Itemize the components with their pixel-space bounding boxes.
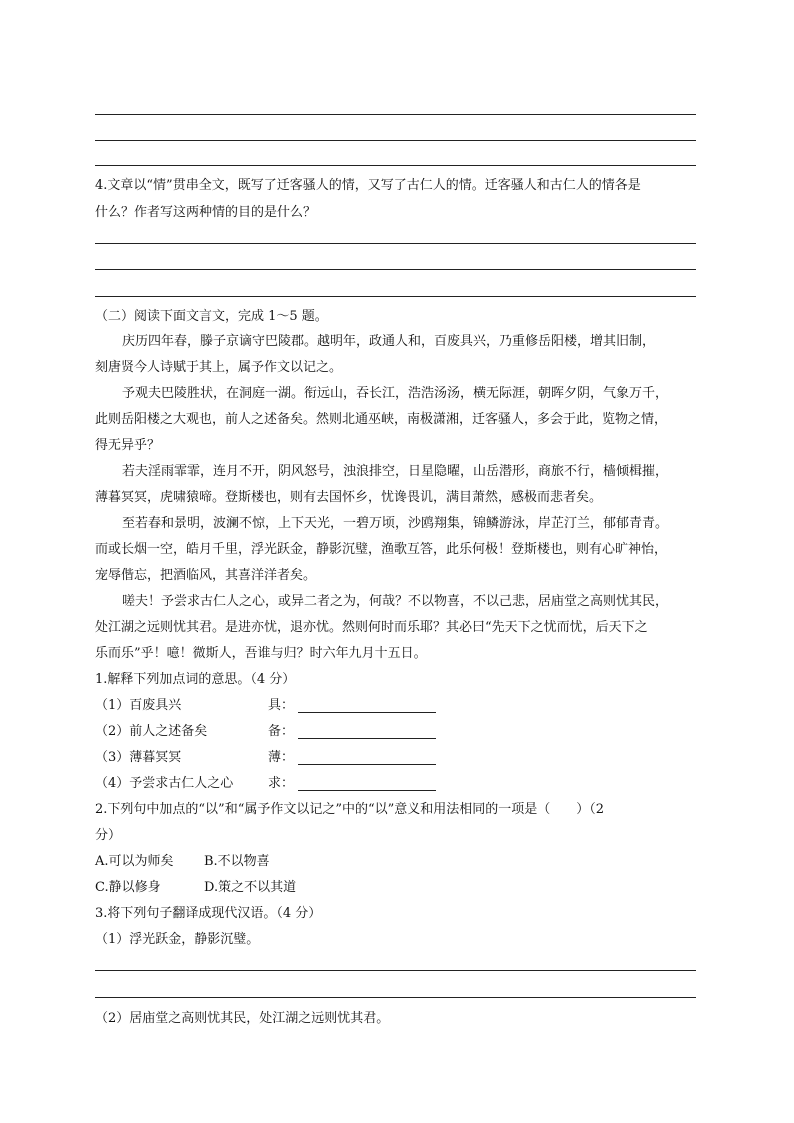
passage-line: 处江湖之远则忧其君。是进亦忧，退亦忧。然则何时而乐耶？其必曰“先天下之忧而忧，后天下之 <box>95 620 648 635</box>
q2-option-a: A.可以为师矣 <box>95 854 174 869</box>
passage-line: 至若春和景明，波澜不惊，上下天光，一碧万顷，沙鸥翔集，锦鳞游泳，岸芷汀兰，郁郁青青。 <box>122 516 669 531</box>
answer-line <box>95 140 696 141</box>
q1-title: 1.解释下列加点词的意思。（4 分） <box>95 672 296 687</box>
passage-line: 嗟夫！予尝求古仁人之心，或异二者之为，何哉？不以物喜，不以己悲，居庙堂之高则忧其民， <box>122 594 669 609</box>
q3-sentence-1: （1）浮光跃金，静影沉璧。 <box>95 932 260 947</box>
q1-item-word: 具： <box>268 698 295 713</box>
q2-option-c: C.静以修身 <box>95 880 161 895</box>
q2-line2: 分） <box>95 828 122 843</box>
passage-line: 乐而乐”乎！噫！微斯人，吾谁与归？时六年九月十五日。 <box>95 646 427 661</box>
answer-line <box>95 970 696 971</box>
passage-line: 薄暮冥冥，虎啸猿啼。登斯楼也，则有去国怀乡，忧谗畏讥，满目萧然，感极而悲者矣。 <box>95 490 603 505</box>
passage-line: 予观夫巴陵胜状，在洞庭一湖。衔远山，吞长江，浩浩汤汤，横无际涯，朝晖夕阴，气象万千， <box>122 386 669 401</box>
q3-title: 3.将下列句子翻译成现代汉语。（4 分） <box>95 906 322 921</box>
passage-line: 得无异乎？ <box>95 438 161 453</box>
q2-line1: 2.下列句中加点的“以”和“属予作文以记之”中的“以”意义和用法相同的一项是（ ）（2 <box>95 802 605 817</box>
q1-item-word: 求： <box>268 776 295 791</box>
q2-option-b: B.不以物喜 <box>204 854 270 869</box>
q3-sentence-2: （2）居庙堂之高则忧其民，处江湖之远则忧其君。 <box>95 1011 390 1026</box>
q1-item-word: 薄： <box>268 750 295 765</box>
q1-item-phrase: （4）予尝求古仁人之心 <box>95 776 234 791</box>
answer-blank[interactable] <box>298 712 436 713</box>
answer-line <box>95 114 696 115</box>
passage-line: 此则岳阳楼之大观也，前人之述备矣。然则北通巫峡，南极潇湘，迁客骚人，多会于此，览物之情， <box>95 412 668 427</box>
section2-heading: （二）阅读下面文言文，完成 1～5 题。 <box>95 309 328 324</box>
passage-line: 宠辱偕忘，把酒临风，其喜洋洋者矣。 <box>95 568 317 583</box>
answer-blank[interactable] <box>298 738 436 739</box>
answer-blank[interactable] <box>298 764 436 765</box>
q1-item-phrase: （1）百废具兴 <box>95 698 182 713</box>
q2-option-d: D.策之不以其道 <box>204 880 297 895</box>
passage-line: 刻唐贤今人诗赋于其上，属予作文以记之。 <box>95 360 343 375</box>
q1-item-phrase: （2）前人之述备矣 <box>95 724 208 739</box>
passage-line: 庆历四年春，滕子京谪守巴陵郡。越明年，政通人和，百废具兴，乃重修岳阳楼，增其旧制， <box>122 334 656 349</box>
passage-line: 而或长烟一空，皓月千里，浮光跃金，静影沉璧，渔歌互答，此乐何极！登斯楼也，则有心旷神怡， <box>95 542 668 557</box>
q1-item-word: 备： <box>268 724 295 739</box>
answer-line <box>95 165 696 166</box>
answer-blank[interactable] <box>298 790 436 791</box>
q4-line2: 什么？作者写这两种情的目的是什么？ <box>95 205 317 220</box>
answer-line <box>95 243 696 244</box>
passage-line: 若夫淫雨霏霏，连月不开，阴风怒号，浊浪排空，日星隐曜，山岳潜形，商旅不行，樯倾楫摧， <box>122 464 669 479</box>
answer-line <box>95 269 696 270</box>
q4-line1: 4.文章以“情”贯串全文，既写了迁客骚人的情，又写了古仁人的情。迁客骚人和古仁人的情各是 <box>95 178 641 193</box>
answer-line <box>95 997 696 998</box>
answer-line <box>95 296 696 297</box>
q1-item-phrase: （3）薄暮冥冥 <box>95 750 182 765</box>
